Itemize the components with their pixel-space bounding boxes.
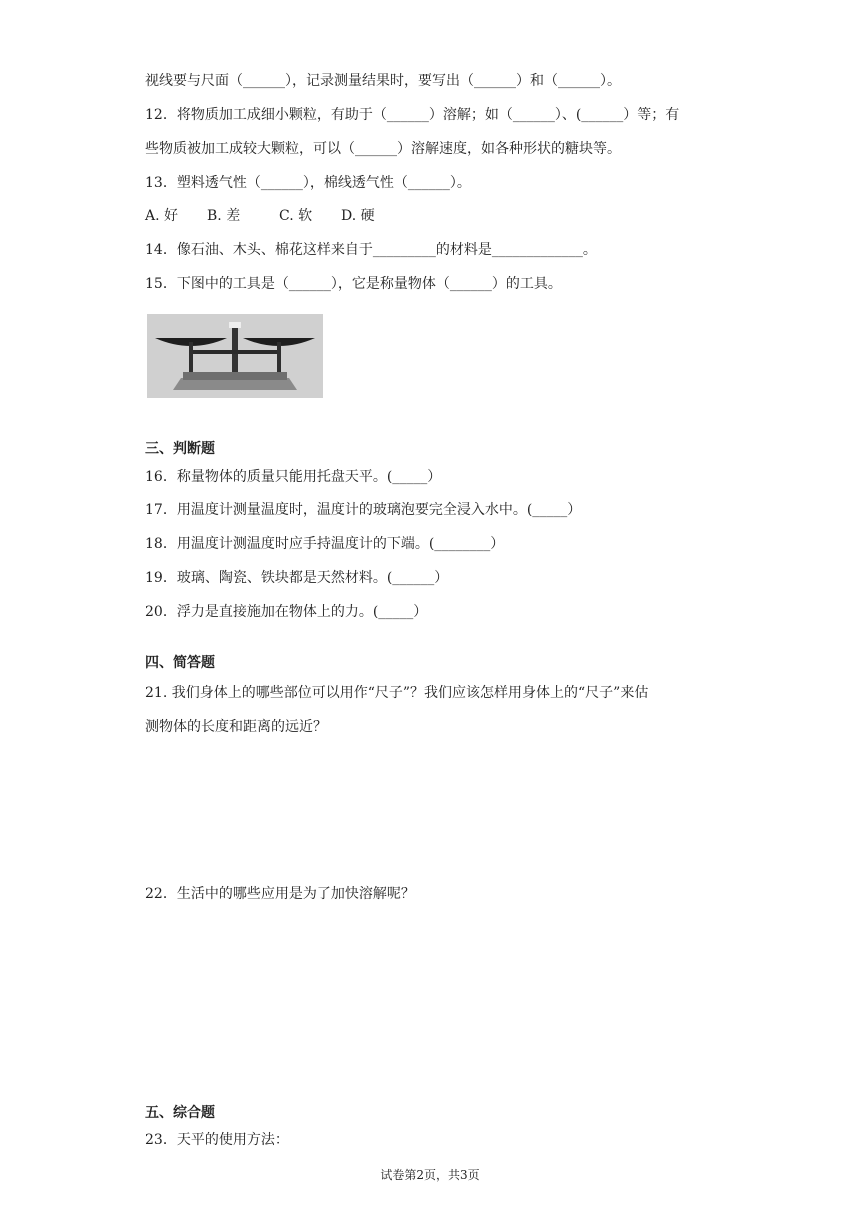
- q12-line-2: 些物质被加工成较大颗粒，可以（______）溶解速度，如各种形状的糖块等。: [145, 141, 621, 157]
- q16-question: 16．称量物体的质量只能用托盘天平。(_____）: [145, 469, 442, 485]
- q21-line-1: 21. 我们身体上的哪些部位可以用作“尺子”？我们应该怎样用身体上的“尺子”来估: [145, 685, 649, 701]
- q21-line-2: 测物体的长度和距离的远近？: [145, 719, 327, 735]
- choice-c: C. 软: [279, 208, 313, 224]
- section-5-heading: 五、综合题: [145, 1105, 215, 1121]
- q11-continued-line: 视线要与尺面（______），记录测量结果时，要写出（______）和（______）。: [145, 73, 621, 89]
- section-4-heading: 四、简答题: [145, 655, 215, 671]
- q14-question: 14．像石油、木头、棉花这样来自于_________的材料是_____________。: [145, 242, 597, 258]
- section-3-heading: 三、判断题: [145, 441, 215, 457]
- choice-d: D. 硬: [341, 208, 375, 224]
- q20-question: 20．浮力是直接施加在物体上的力。(_____）: [145, 604, 428, 620]
- q13-question: 13．塑料透气性（______），棉线透气性（______）。: [145, 175, 471, 191]
- q19-question: 19．玻璃、陶瓷、铁块都是天然材料。(______）: [145, 570, 449, 586]
- q18-question: 18．用温度计测温度时应手持温度计的下端。(________）: [145, 536, 505, 552]
- q17-question: 17．用温度计测量温度时，温度计的玻璃泡要完全浸入水中。(_____）: [145, 502, 582, 518]
- q13-choices: [145, 207, 375, 225]
- q12-line-1: 12．将物质加工成细小颗粒，有助于（______）溶解；如（______）、(______）等；有: [145, 107, 680, 123]
- q22-question: 22．生活中的哪些应用是为了加快溶解呢？: [145, 886, 415, 902]
- q15-question: 15．下图中的工具是（______），它是称量物体（______）的工具。: [145, 276, 562, 292]
- choice-b: B. 差: [207, 208, 241, 224]
- choice-a: A. 好: [145, 208, 179, 224]
- balance-scale-image: [147, 314, 323, 398]
- page-footer: 试卷第2页，共3页: [380, 1168, 480, 1182]
- q23-question: 23．天平的使用方法：: [145, 1132, 289, 1148]
